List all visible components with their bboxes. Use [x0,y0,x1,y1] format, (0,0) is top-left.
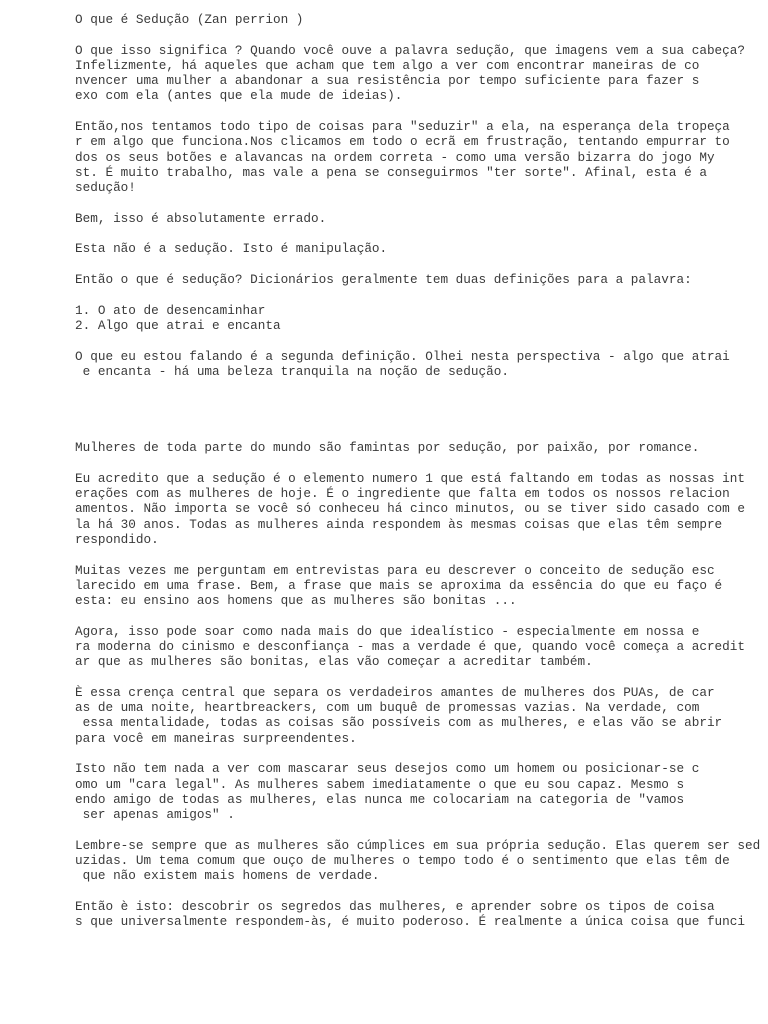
document-page [75,12,765,945]
text-line: Mulheres de toda parte do mundo são famintas por sedução, por paixão, por romance. [75,440,700,456]
text-line: as de uma noite, heartbreackers, com um buquê de promessas vazias. Na verdade, com [75,700,700,716]
text-line: O que eu estou falando é a segunda definição. Olhei nesta perspectiva - algo que atrai [75,348,730,364]
text-line: omo um "cara legal". As mulheres sabem imediatamente o que eu sou capaz. Mesmo s [75,776,685,792]
text-line: larecido em uma frase. Bem, a frase que mais se aproxima da essência do que eu faço é [75,577,723,593]
text-line: Eu acredito que a sedução é o elemento numero 1 que está faltando em todas as nossas int [75,470,746,486]
text-line: que não existem mais homens de verdade. [75,868,380,884]
text-line: esta: eu ensino aos homens que as mulheres são bonitas ... [75,593,517,609]
text-line: Infelizmente, há aqueles que acham que tem algo a ver com encontrar maneiras de co [75,57,700,73]
text-line: erações com as mulheres de hoje. É o ingrediente que falta em todos os nossos relacion [75,486,730,502]
document-body [75,43,765,930]
text-line: endo amigo de todas as mulheres, elas nunca me colocariam na categoria de "vamos [75,791,685,807]
paragraph [75,211,765,226]
text-line: amentos. Não importa se você só conheceu há cinco minutos, ou se tiver sido casado com e [75,501,746,517]
paragraph [75,119,765,195]
text-line: Então,nos tentamos todo tipo de coisas para "seduzir" a ela, na esperança dela tropeça [75,119,730,135]
paragraph [75,899,765,930]
text-line: uzidas. Um tema comum que ouço de mulheres o tempo todo é o sentimento que elas têm de [75,853,730,869]
text-line: nvencer uma mulher a abandonar a sua resistência por tempo suficiente para fazer s [75,73,700,89]
text-line: Então è isto: descobrir os segredos das mulheres, e aprender sobre os tipos de coisa [75,899,715,915]
text-line: ra moderna do cinismo e desconfiança - mas a verdade é que, quando você começa a acredit [75,638,746,654]
text-line: Muitas vezes me perguntam em entrevistas para eu descrever o conceito de sedução esc [75,562,715,578]
text-line: e encanta - há uma beleza tranquila na noção de sedução. [75,363,509,379]
paragraph [75,624,765,670]
text-line: Então o que é sedução? Dicionários geralmente tem duas definições para a palavra: [75,272,692,288]
text-line: s que universalmente respondem-às, é muito poderoso. É realmente a única coisa que funci [75,914,746,930]
paragraph [75,241,765,256]
text-line: para você em maneiras surpreendentes. [75,730,357,746]
text-line: exo com ela (antes que ela mude de ideias). [75,88,403,104]
text-line: Esta não é a sedução. Isto é manipulação. [75,241,388,257]
paragraph [75,471,765,547]
paragraph [75,43,765,104]
document-title-block [75,12,765,27]
text-line: essa mentalidade, todas as coisas são possíveis com as mulheres, e elas vão se abrir [75,715,723,731]
paragraph [75,349,765,380]
document-title: O que é Sedução (Zan perrion ) [75,12,304,27]
text-line: Isto não tem nada a ver com mascarar seus desejos como um homem ou posicionar-se c [75,761,700,777]
text-line: dos os seus botões e alavancas na ordem correta - como uma versão bizarra do jogo My [75,149,715,165]
text-line: la há 30 anos. Todas as mulheres ainda respondem às mesmas coisas que elas têm sempre [75,516,723,532]
text-line: 2. Algo que atrai e encanta [75,317,281,333]
text-line: ar que as mulheres são bonitas, elas vão começar a acreditar também. [75,654,593,670]
text-line: respondido. [75,531,159,547]
text-line: Bem, isso é absolutamente errado. [75,210,327,226]
text-line: È essa crença central que separa os verdadeiros amantes de mulheres dos PUAs, de car [75,684,715,700]
paragraph [75,838,765,884]
paragraph [75,440,765,455]
text-line: O que isso significa ? Quando você ouve a palavra sedução, que imagens vem a sua cabeça? [75,42,746,58]
text-line: ser apenas amigos" . [75,807,235,823]
paragraph [75,563,765,609]
text-line: Lembre-se sempre que as mulheres são cúmplices em sua própria sedução. Elas querem ser sed [75,837,761,853]
paragraph [75,303,765,334]
text-line: sedução! [75,180,136,196]
paragraph [75,685,765,746]
text-line: r em algo que funciona.Nos clicamos em todo o ecrã em frustração, tentando empurrar to [75,134,730,150]
text-line: 1. O ato de desencaminhar [75,302,266,318]
text-line: st. É muito trabalho, mas vale a pena se conseguirmos "ter sorte". Afinal, esta é a [75,164,707,180]
paragraph [75,272,765,287]
text-line: Agora, isso pode soar como nada mais do que idealístico - especialmente em nossa e [75,623,700,639]
paragraph [75,761,765,822]
